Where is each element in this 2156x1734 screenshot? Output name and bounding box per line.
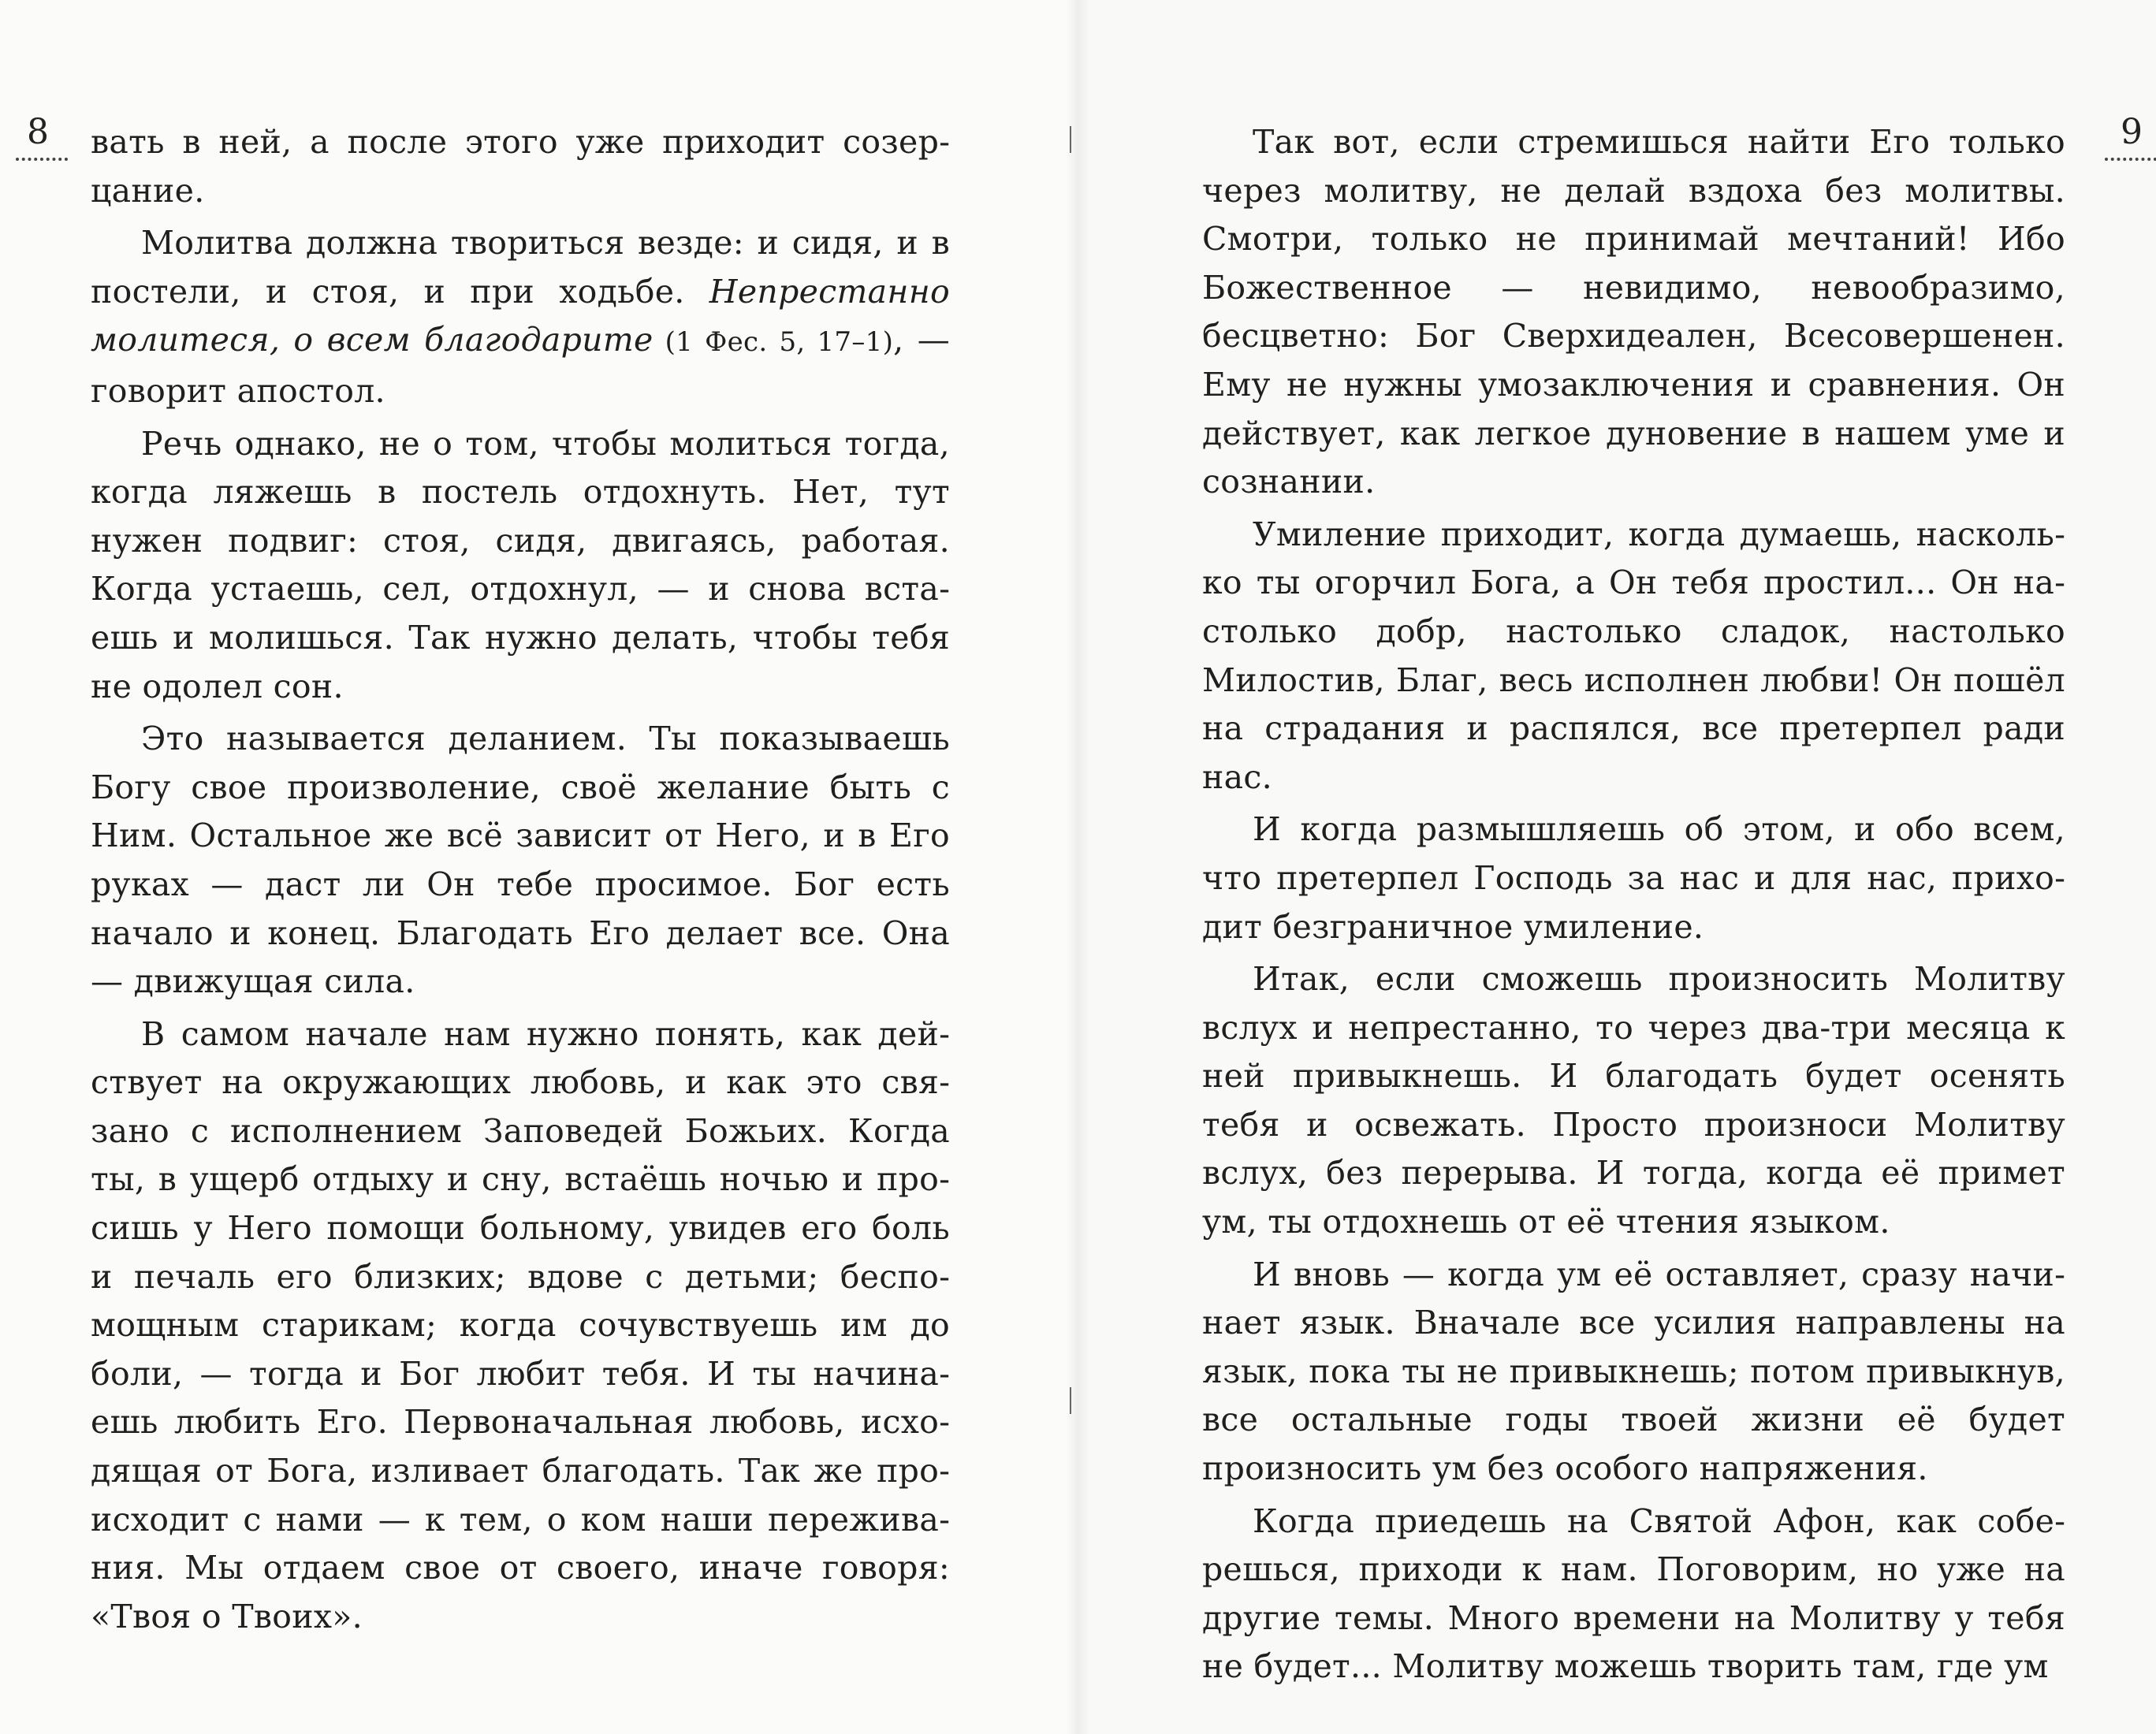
page-number-ornament <box>16 158 68 161</box>
paragraph-text: Молитва должна твориться везде: и сидя, и в постели, и стоя, и при ходьбе. <box>91 224 950 311</box>
right-page-text <box>1202 118 2065 1695</box>
paragraph: И вновь — когда ум её оставляет, сразу начинает язык. Вначале все усилия направлены на язык, пока ты не привыкнешь; потом привыкнув, все остальные годы твоей жизни её будет произносить ум без особого напряжения. <box>1202 1255 2065 1488</box>
scripture-quote: Непрестанно молитеся, о всем благодарите <box>91 272 950 359</box>
binding-mark <box>1070 1387 1071 1414</box>
paragraph: вать в ней, а после этого уже приходит созерцание. <box>91 123 950 210</box>
scripture-reference: (1 Фес. 5, 17–1) <box>653 326 894 359</box>
right-page <box>1077 0 2156 1734</box>
page-number: 8 <box>27 112 49 152</box>
paragraph: И когда размышляешь об этом, и обо всем, что претерпел Господь за нас и для нас, приходит безграничное умиление. <box>1202 810 2065 946</box>
paragraph: Умиление приходит, когда думаешь, насколько ты огорчил Бога, а Он тебя простил... Он настолько добр, настолько сладок, настолько Милостив, Благ, весь исполнен любви! Он пошёл на страдания и распялся, все претерпел ради нас. <box>1202 515 2065 796</box>
page-number-ornament <box>2105 158 2156 161</box>
paragraph: Так вот, если стремишься найти Его только через молитву, не делай вздоха без молитвы. Смотри, только не принимай мечтаний! Ибо Божественное — невидимо, невообразимо, бесцветно: Бог Сверхидеален, Всесовершенен. Ему не нужны умозаключения и сравнения. Он действует, как легкое дуновение в нашем уме и сознании. <box>1202 123 2065 501</box>
paragraph: В самом начале нам нужно понять, как действует на окружающих любовь, и как это связано с исполнением Заповедей Божьих. Когда ты, в ущерб отдыху и сну, встаёшь ночью и просишь у Него помощи больному, увидев его боль и печаль его близких; вдове с детьми; беспомощным старикам; когда сочувствуешь им до боли, — тогда и Бог любит тебя. И ты начинаешь любить Его. Первоначальная любовь, исходящая от Бога, изливает благодать. Так же происходит с нами — к тем, о ком наши переживания. Мы отдаем свое от своего, иначе говоря: «Твоя о Твоих». <box>91 1014 950 1635</box>
left-page <box>0 0 1077 1734</box>
binding-mark <box>1070 126 1071 153</box>
paragraph-text-tail: , — говорит апостол. <box>91 321 951 410</box>
book-gutter <box>1066 0 1089 1734</box>
paragraph: Итак, если сможешь произносить Молитву вслух и непрестанно, то через два-три месяца к ней привыкнешь. И благодать будет осенять тебя и освежать. Просто произноси Молитву вслух, без перерыва. И тогда, когда её примет ум, ты отдохнешь от её чтения языком. <box>1202 960 2065 1241</box>
left-page-text <box>91 118 950 1645</box>
paragraph: Речь однако, не о том, чтобы молиться тогда, когда ляжешь в постель отдохнуть. Нет, тут нужен подвиг: стоя, сидя, двигаясь, работая. Когда устаешь, сел, отдохнул, — и снова встаешь и молишься. Так нужно делать, чтобы тебя не одолел сон. <box>91 424 950 705</box>
paragraph: Это называется деланием. Ты показываешь Богу свое произволение, своё желание быть с Ним. Остальное же всё зависит от Него, и в Его руках — даст ли Он тебе просимое. Бог есть начало и конец. Благодать Его делает все. Она — движущая сила. <box>91 720 950 1001</box>
paragraph-with-quote <box>91 219 950 415</box>
paragraph: Когда приедешь на Святой Афон, как соберешься, приходи к нам. Поговорим, но уже на другие темы. Много времени на Молитву у тебя не будет... Молитву можешь творить там, где ум <box>1202 1501 2065 1686</box>
page-number: 9 <box>2121 112 2143 152</box>
